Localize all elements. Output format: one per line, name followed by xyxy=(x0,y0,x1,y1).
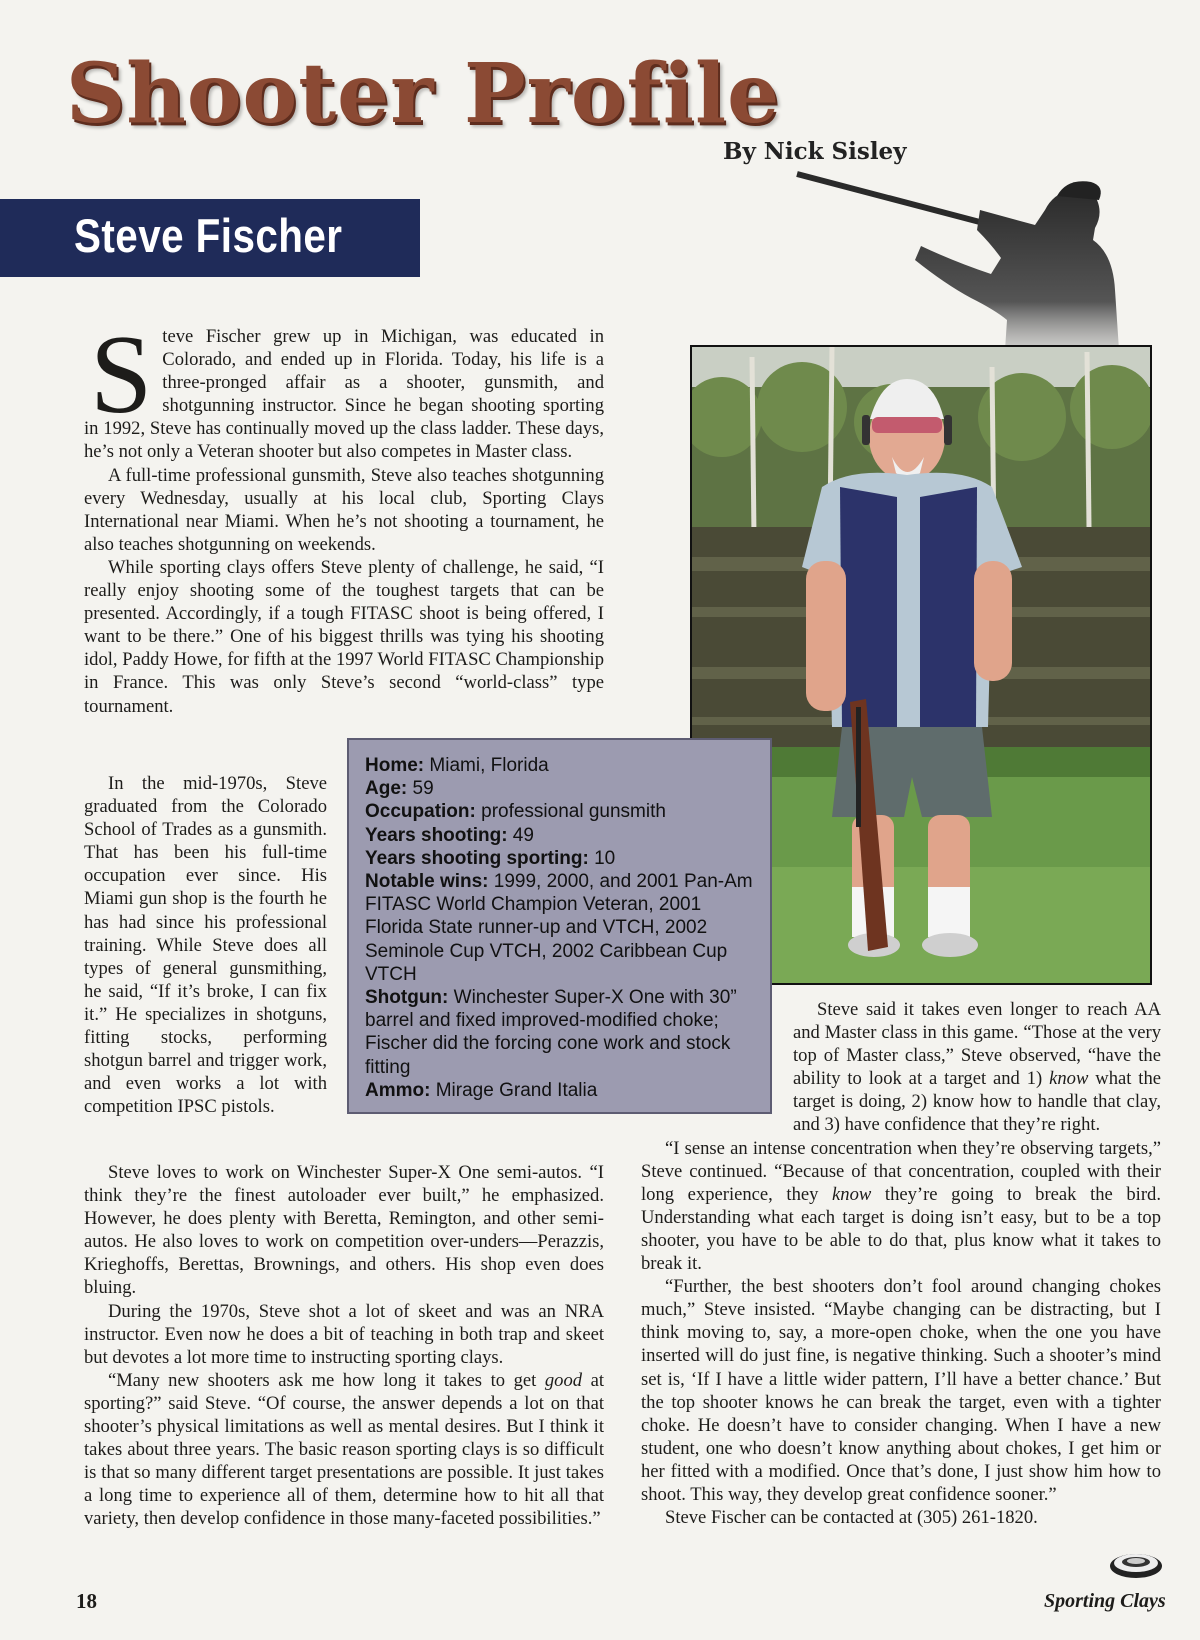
fact-years-shooting: Years shooting: 49 xyxy=(365,824,534,846)
paragraph: Steve loves to work on Winchester Super-X One semi-autos. “I think they’re the finest autoloader ever built,” he emphasized. However, he does plenty with Beretta, Remington, and other semi-autos. He also loves to work on competition over-unders—Perazzis, Krieghoffs, Berettas, Brownings, and others. His shop even does bluing. xyxy=(84,1162,604,1299)
fact-years-sporting: Years shooting sporting: 10 xyxy=(365,847,616,869)
paragraph xyxy=(641,1137,1161,1276)
intro-paragraph xyxy=(84,313,604,464)
text-run: Steve said it takes even longer to reach AA and Master class in this game. “Those at the very top of Master class,” Steve observed, “have the ability to look at a target and 1) xyxy=(793,999,1161,1090)
magazine-name: Sporting Clays xyxy=(1044,1590,1166,1612)
fact-shotgun: Shotgun: Winchester Super-X One with 30” barrel and fixed improved-modified choke; Fischer did the forcing cone work and stock fitting xyxy=(365,987,737,1078)
emphasis: know xyxy=(832,1183,872,1205)
left-lower-column-text xyxy=(84,1161,604,1531)
paragraph: In the mid-1970s, Steve graduated from the Colorado School of Trades as a gunsmith. That has been his full-time occupation ever since. His Miami gun shop is the fourth he has had since his professional training. While Steve does all types of general gunsmithing, he said, “If it’s broke, I can fix it.” He specializes in shotguns, fitting stocks, performing shotgun barrel and trigger work, and even works a lot with competition IPSC pistols. xyxy=(84,773,327,1118)
paragraph xyxy=(641,998,1161,1137)
left-narrow-column-text xyxy=(84,772,327,1118)
emphasis: good xyxy=(544,1369,583,1391)
drop-cap: S xyxy=(90,313,153,437)
subject-name-banner xyxy=(0,199,420,277)
paragraph: During the 1970s, Steve shot a lot of skeet and was an NRA instructor. Even now he does a bit of teaching in both trap and skeet but devotes a lot more time to instructing sporting clays. xyxy=(84,1300,604,1368)
paragraph: While sporting clays offers Steve plenty of challenge, he said, “I really enjoy shooting some of the toughest targets that can be presented. Accordingly, if a tough FITASC shoot is being offered, I want to be there.” One of his biggest thrills was tying his shooting idol, Paddy Howe, for fifth at the 1997 World FITASC Championship in France. This was only Steve’s second “world-class” type tournament. xyxy=(84,556,604,717)
emphasis: know xyxy=(1049,1068,1089,1090)
text-run: what the target is doing, 2) know how to handle that clay, and 3) have confidence that they’re right. xyxy=(793,1068,1162,1136)
intro-text: teve Fischer grew up in Michigan, was educated in Colorado, and ended up in Florida. Today, his life is a three-pronged affair as a shooter, gunsmith, and shotgunning instructor. Since he began shooting sporting in 1992, Steve has continually moved up the class ladder. These days, he’s not only a Veteran shooter but also competes in Master class. xyxy=(84,326,604,463)
text-run: they’re going to break the bird. Understanding what each target is doing isn’t easy, but to be a top shooter, you have to be able to do that, plus know what it takes to break it. xyxy=(641,1183,1161,1275)
fact-notable-wins: Notable wins: 1999, 2000, and 2001 Pan-Am FITASC World Champion Veteran, 2001 Florida State runner-up and VTCH, 2002 Seminole Cup VTCH, 2002 Caribbean Cup VTCH xyxy=(365,871,753,985)
byline: By Nick Sisley xyxy=(723,138,907,165)
paragraph xyxy=(84,1369,604,1531)
contact-paragraph: Steve Fischer can be contacted at (305) 261-1820. xyxy=(665,1507,1038,1529)
text-run: at sporting?” said Steve. “Of course, the answer depends a lot on that shooter’s physical limitations as well as mental desires. But I think it takes about three years. The basic reason sporting clays is so difficult is that so many different target presentations are possible. It just takes a long time to experience all of them, determine how to hit all that variety, then develop confidence in those many-faceted possibilities.” xyxy=(84,1369,604,1530)
text-run: “Many new shooters ask me how long it takes to get xyxy=(108,1369,545,1391)
fact-occupation: Occupation: professional gunsmith xyxy=(365,801,666,823)
text-run: “I sense an intense concentration when they’re observing targets,” Steve continued. “Because of that concentration, coupled with their long experience, they xyxy=(641,1137,1161,1205)
paragraph: “Further, the best shooters don’t fool around changing chokes much,” Steve insisted. “Maybe changing can be distracting, but I think moving to, say, a more-open choke, when the one you have inserted will do just fine, is negative thinking. Such a shooter’s mind set is, ‘If I have a little wider pattern, I’ll have a better chance.’ But the top shooter knows he can break the target, even with a tighter choke. He doesn’t have to consider changing. When I have a new student, one who doesn’t know anything about chokes, I get him or her fitted with a modified. Once that’s done, I just show him how to shoot. This way, they develop great confidence sooner.” xyxy=(641,1276,1161,1505)
subject-name: Steve Fischer xyxy=(74,209,343,262)
shooter-silhouette-icon xyxy=(795,170,1125,350)
right-column-text xyxy=(641,998,1161,1529)
paragraph: A full-time professional gunsmith, Steve also teaches shotgunning every Wednesday, usually at his local club, Sporting Clays International near Miami. When he’s not shooting a tournament, he also teaches shotgunning on weekends. xyxy=(84,464,604,555)
page-number: 18 xyxy=(76,1589,97,1613)
page-title: Shooter Profile xyxy=(66,46,781,142)
left-column-text xyxy=(84,313,604,718)
fact-home: Home: Miami, Florida xyxy=(365,755,549,776)
fact-ammo: Ammo: Mirage Grand Italia xyxy=(365,1079,598,1101)
fact-age: Age: 59 xyxy=(365,778,434,800)
clay-target-icon xyxy=(1108,1548,1164,1582)
